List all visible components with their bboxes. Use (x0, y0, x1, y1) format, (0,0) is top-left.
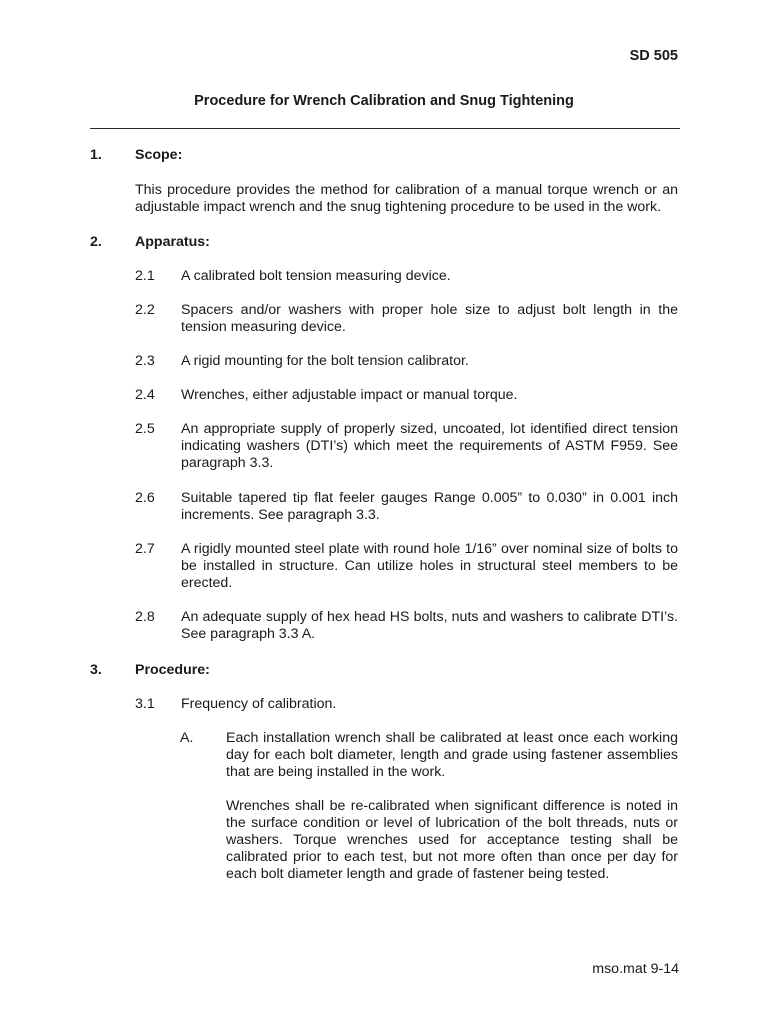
item-text: A rigid mounting for the bolt tension calibrator. (181, 353, 469, 369)
item-text: Spacers and/or washers with proper hole size to adjust bolt length in the tension measuring device. (181, 302, 678, 335)
section-heading-text: Apparatus: (135, 234, 210, 250)
procedure-item (135, 696, 678, 713)
item-number: 3.1 (135, 696, 155, 712)
apparatus-item (135, 302, 678, 336)
item-text: A rigidly mounted steel plate with round hole 1/16” over nominal size of bolts to be installed in structure. Can utilize holes in structural steel members to be erected. (181, 541, 678, 591)
document-title: Procedure for Wrench Calibration and Snug Tightening (194, 93, 574, 109)
item-number: 2.3 (135, 353, 155, 369)
item-text: A calibrated bolt tension measuring device. (181, 268, 451, 284)
item-number: 2.6 (135, 490, 155, 506)
item-number: 2.2 (135, 302, 155, 318)
procedure-subitem (180, 730, 678, 781)
apparatus-item (135, 387, 678, 404)
section-number: 3. (90, 662, 102, 678)
item-text: An adequate supply of hex head HS bolts, nuts and washers to calibrate DTI’s. See paragraph 3.3 A. (181, 609, 678, 642)
item-number: 2.5 (135, 421, 155, 437)
document-number: SD 505 (629, 48, 678, 64)
item-number: 2.1 (135, 268, 155, 284)
apparatus-item (135, 353, 678, 370)
item-text: An appropriate supply of properly sized, uncoated, lot identified direct tension indicating washers (DTI’s) which meet the requirements of ASTM F959. See paragraph 3.3. (181, 421, 678, 471)
title-divider (90, 128, 680, 129)
apparatus-item (135, 609, 678, 643)
section-procedure-heading (90, 662, 210, 679)
section-number: 1. (90, 147, 102, 163)
scope-paragraph: This procedure provides the method for calibration of a manual torque wrench or an adjustable impact wrench and the snug tightening procedure to be used in the work. (135, 182, 678, 215)
item-text: Frequency of calibration. (181, 696, 337, 712)
subitem-text: Each installation wrench shall be calibrated at least once each working day for each bolt diameter, length and grade using fastener assemblies that are being installed in the work. (226, 730, 678, 780)
subitem-letter: A. (180, 730, 194, 746)
item-text: Suitable tapered tip flat feeler gauges Range 0.005” to 0.030” in 0.001 inch increments. See paragraph 3.3. (181, 490, 678, 523)
subitem-continuation-paragraph: Wrenches shall be re-calibrated when significant difference is noted in the surface condition or level of lubrication of the bolt threads, nuts or washers. Torque wrenches used for acceptance testing shall be calibrated prior to each test, but not more often than once per day for each bolt diameter length and grade of fastener being tested. (226, 798, 678, 882)
footer-code: mso.mat 9-14 (592, 961, 679, 977)
apparatus-item (135, 541, 678, 592)
section-apparatus-heading (90, 234, 210, 251)
section-heading-text: Scope: (135, 147, 183, 163)
apparatus-item (135, 268, 678, 285)
section-heading-text: Procedure: (135, 662, 210, 678)
item-number: 2.4 (135, 387, 155, 403)
section-number: 2. (90, 234, 102, 250)
item-number: 2.7 (135, 541, 155, 557)
item-text: Wrenches, either adjustable impact or manual torque. (181, 387, 518, 403)
apparatus-item (135, 490, 678, 524)
item-number: 2.8 (135, 609, 155, 625)
section-scope-heading (90, 147, 182, 164)
apparatus-item (135, 421, 678, 472)
